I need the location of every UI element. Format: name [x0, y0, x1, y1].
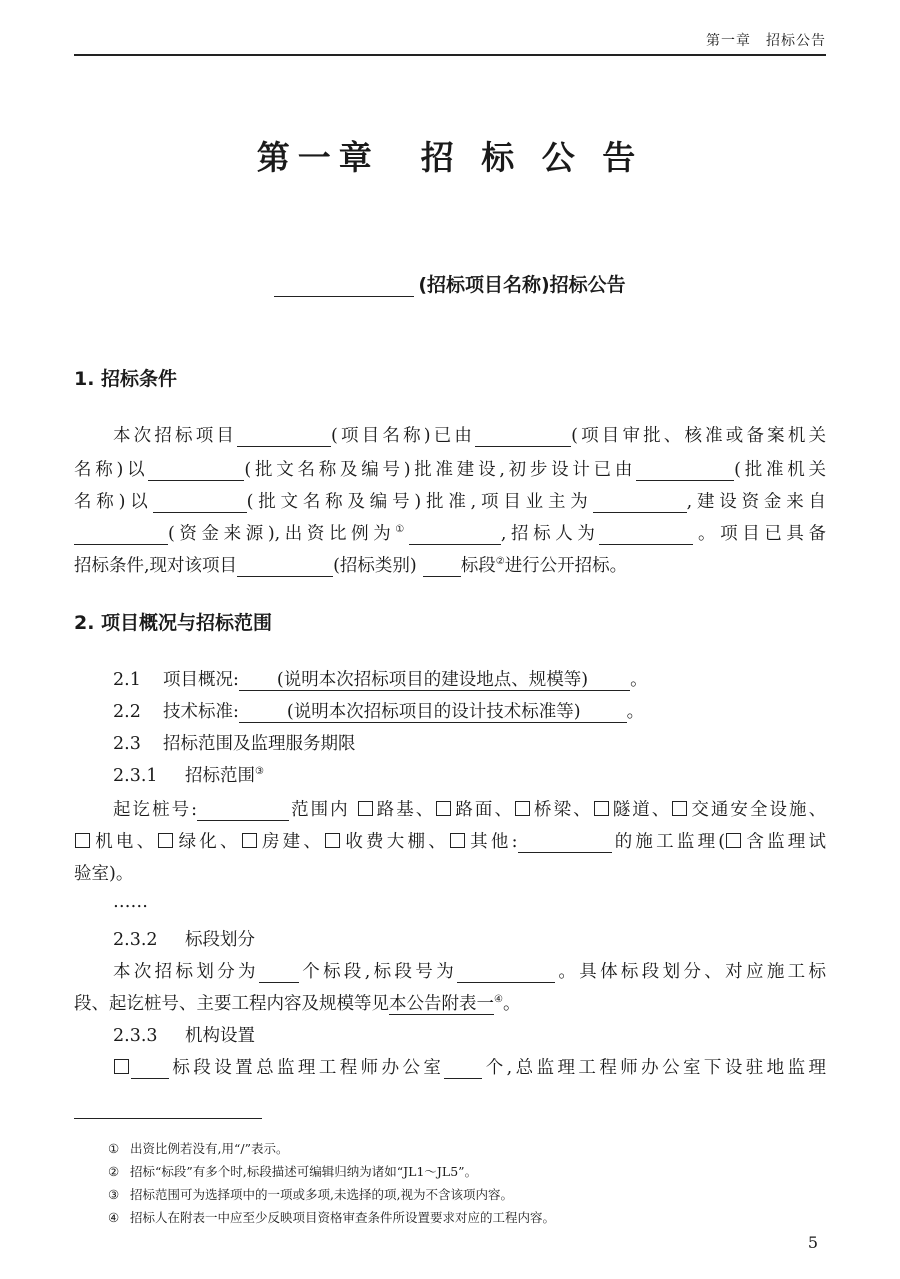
blank-tenderer[interactable]	[599, 525, 693, 545]
s231-l2-e: 其他:	[466, 832, 518, 852]
s231-l2-f: 的施工监理(	[611, 832, 726, 852]
s231-line-3: 验室)。	[74, 864, 134, 884]
appendix-table-1-link[interactable]: 本公告附表一	[389, 994, 494, 1014]
section-heading-1: 1. 招标条件	[74, 368, 178, 390]
s231-label: 招标范围	[185, 766, 255, 786]
s233-l1-b: 个,总监理工程师办公室下设驻地监理	[482, 1058, 827, 1078]
footnote-mark-3[interactable]: ③	[255, 766, 264, 778]
notice-title-text: (招标项目名称)招标公告	[418, 274, 626, 296]
s232-l1-c: 。具体标段划分、对应施工标	[555, 962, 827, 982]
s1-l5-b: (招标类别)	[333, 556, 417, 576]
page-number: 5	[807, 1233, 818, 1252]
s231-l1-e: 桥梁、	[532, 800, 593, 820]
s231-l1-d: 路面、	[453, 800, 515, 820]
s21-label: 项目概况:	[163, 670, 239, 690]
s231-l1-f: 隧道、	[610, 800, 672, 820]
s23-line	[113, 730, 356, 755]
blank-project-owner[interactable]	[593, 493, 687, 513]
s1-l5-a: 招标条件,现对该项目	[74, 556, 238, 576]
blank-office-section[interactable]	[131, 1059, 169, 1079]
s232-line-2	[74, 990, 520, 1015]
footnote-mark-2[interactable]: ②	[495, 556, 505, 568]
s21-content[interactable]: (说明本次招标项目的建设地点、规模等)	[239, 670, 630, 691]
blank-document-name[interactable]	[148, 461, 244, 481]
checkbox-lab[interactable]	[726, 833, 741, 848]
s1-l5-c: 标段	[460, 556, 496, 576]
footnote-4-num: ④	[108, 1210, 120, 1225]
s231-l2-b: 绿化、	[175, 832, 241, 852]
footnote-4-text: 招标人在附表一中应至少反映项目资格审查条件所设置要求对应的工程内容。	[130, 1210, 556, 1225]
ellipsis: ……	[113, 892, 148, 912]
s1-l4-a: (资金来源),出资比例为	[168, 524, 396, 544]
blank-section-numbers[interactable]	[457, 963, 555, 983]
checkbox-bridge[interactable]	[515, 801, 530, 816]
s231-l2-c: 房建、	[258, 832, 325, 852]
blank-design-document[interactable]	[153, 493, 247, 513]
s1-l1-c: (项目审批、核准或备案机关	[571, 426, 827, 446]
s231-l2-d: 收费大棚、	[342, 832, 449, 852]
footnote-2-text: 招标“标段”有多个时,标段描述可编辑归纳为诸如“JL1～JL5”。	[130, 1164, 478, 1179]
blank-funding-ratio[interactable]	[409, 525, 501, 545]
checkbox-pavement[interactable]	[436, 801, 451, 816]
blank-chainage[interactable]	[197, 801, 289, 821]
s231-l1-a: 起讫桩号:	[113, 800, 198, 820]
checkbox-buildings[interactable]	[242, 833, 257, 848]
s1-l2-c: (批准机关	[734, 460, 827, 480]
s22-end: 。	[626, 702, 645, 722]
s231-l1-b: 范围内	[289, 800, 350, 820]
footnote-3-text: 招标范围可为选择项中的一项或多项,未选择的项,视为不含该项内容。	[130, 1187, 513, 1202]
header-rule	[74, 54, 826, 56]
s1-l3-c: ,建设资金来自	[686, 492, 827, 512]
blank-design-authority[interactable]	[636, 461, 734, 481]
s1-l4-b: ,招标人为	[500, 524, 600, 544]
footnote-3	[108, 1185, 513, 1203]
s231-line-1	[113, 796, 826, 821]
s233-num: 2.3.3	[113, 1026, 158, 1046]
blank-number-of-sections[interactable]	[259, 963, 299, 983]
s23-label: 招标范围及监理服务期限	[163, 734, 356, 754]
s1-line-2	[74, 456, 826, 481]
s233-label: 机构设置	[185, 1026, 255, 1046]
s232-l1-a: 本次招标划分为	[113, 962, 259, 982]
footnote-2-num: ②	[108, 1164, 120, 1179]
s233-l1-a: 标段设置总监理工程师办公室	[169, 1058, 445, 1078]
footnote-mark-1[interactable]: ①	[395, 524, 409, 536]
s231-line	[113, 762, 264, 787]
s1-l3-a: 名称)以	[74, 492, 153, 512]
s22-num: 2.2	[113, 702, 141, 722]
s231-num: 2.3.1	[113, 766, 158, 786]
footnote-2	[108, 1162, 477, 1180]
footnote-1	[108, 1139, 288, 1157]
checkbox-office-setup[interactable]	[114, 1059, 129, 1074]
checkbox-tunnel[interactable]	[594, 801, 609, 816]
blank-other-scope[interactable]	[518, 833, 612, 853]
project-name-blank[interactable]	[274, 276, 414, 297]
s1-line-3	[74, 488, 826, 513]
s232-line-1	[113, 958, 826, 983]
footnote-4	[108, 1208, 555, 1226]
notice-title	[0, 270, 900, 297]
s232-line	[113, 926, 255, 951]
s1-line-1	[113, 422, 826, 447]
s231-l2-g: 含监理试	[743, 832, 827, 852]
checkbox-toll-canopy[interactable]	[325, 833, 340, 848]
footnote-rule	[74, 1118, 262, 1119]
s21-num: 2.1	[113, 670, 141, 690]
s22-line	[113, 698, 644, 723]
footnote-1-num: ①	[108, 1141, 120, 1156]
s1-l2-b: (批文名称及编号)批准建设,初步设计已由	[244, 460, 637, 480]
s1-l1-b: (项目名称)已由	[331, 426, 476, 446]
s232-l2-a: 段、起讫桩号、主要工程内容及规模等见	[74, 994, 389, 1014]
s232-l1-b: 个标段,标段号为	[298, 962, 458, 982]
blank-section-count[interactable]	[423, 557, 461, 577]
s22-content[interactable]: (说明本次招标项目的设计技术标准等)	[239, 702, 627, 723]
running-header: 第一章 招标公告	[706, 33, 826, 49]
footnote-1-text: 出资比例若没有,用“/”表示。	[130, 1141, 289, 1156]
s233-line	[113, 1022, 255, 1047]
blank-funding-source[interactable]	[74, 525, 168, 545]
s233-line-1	[113, 1054, 826, 1079]
s231-l1-c: 路基、	[374, 800, 436, 820]
chapter-title: 第一章 招 标 公 告	[256, 138, 644, 177]
s232-l2-b: 。	[502, 994, 521, 1014]
footnote-mark-4[interactable]: ④	[494, 994, 503, 1006]
s231-l1-g: 交通安全设施、	[689, 800, 827, 820]
s1-line-4	[74, 520, 826, 545]
section-heading-2: 2. 项目概况与招标范围	[74, 612, 273, 634]
checkbox-other[interactable]	[450, 833, 465, 848]
s22-label: 技术标准:	[163, 702, 239, 722]
s1-l4-c: 。项目已具备	[693, 524, 827, 544]
s1-l1-a: 本次招标项目	[113, 426, 238, 446]
checkbox-greening[interactable]	[158, 833, 173, 848]
blank-project-name[interactable]	[237, 427, 331, 447]
footnote-3-num: ③	[108, 1187, 120, 1202]
s1-l2-a: 名称)以	[74, 460, 149, 480]
checkbox-subgrade[interactable]	[358, 801, 373, 816]
s231-line-2	[74, 828, 826, 853]
blank-approval-authority[interactable]	[475, 427, 571, 447]
blank-tender-type[interactable]	[237, 557, 333, 577]
checkbox-traffic-safety[interactable]	[672, 801, 687, 816]
s21-end: 。	[630, 670, 648, 690]
s232-label: 标段划分	[185, 930, 255, 950]
s1-line-5	[74, 552, 826, 577]
checkbox-electromechanical[interactable]	[75, 833, 90, 848]
s21-line	[113, 666, 648, 691]
s232-num: 2.3.2	[113, 930, 158, 950]
s231-l2-a: 机电、	[92, 832, 158, 852]
blank-office-count[interactable]	[444, 1059, 482, 1079]
s1-l5-d: 进行公开招标。	[504, 556, 628, 576]
s23-num: 2.3	[113, 734, 141, 754]
s1-l3-b: (批文名称及编号)批准,项目业主为	[246, 492, 593, 512]
